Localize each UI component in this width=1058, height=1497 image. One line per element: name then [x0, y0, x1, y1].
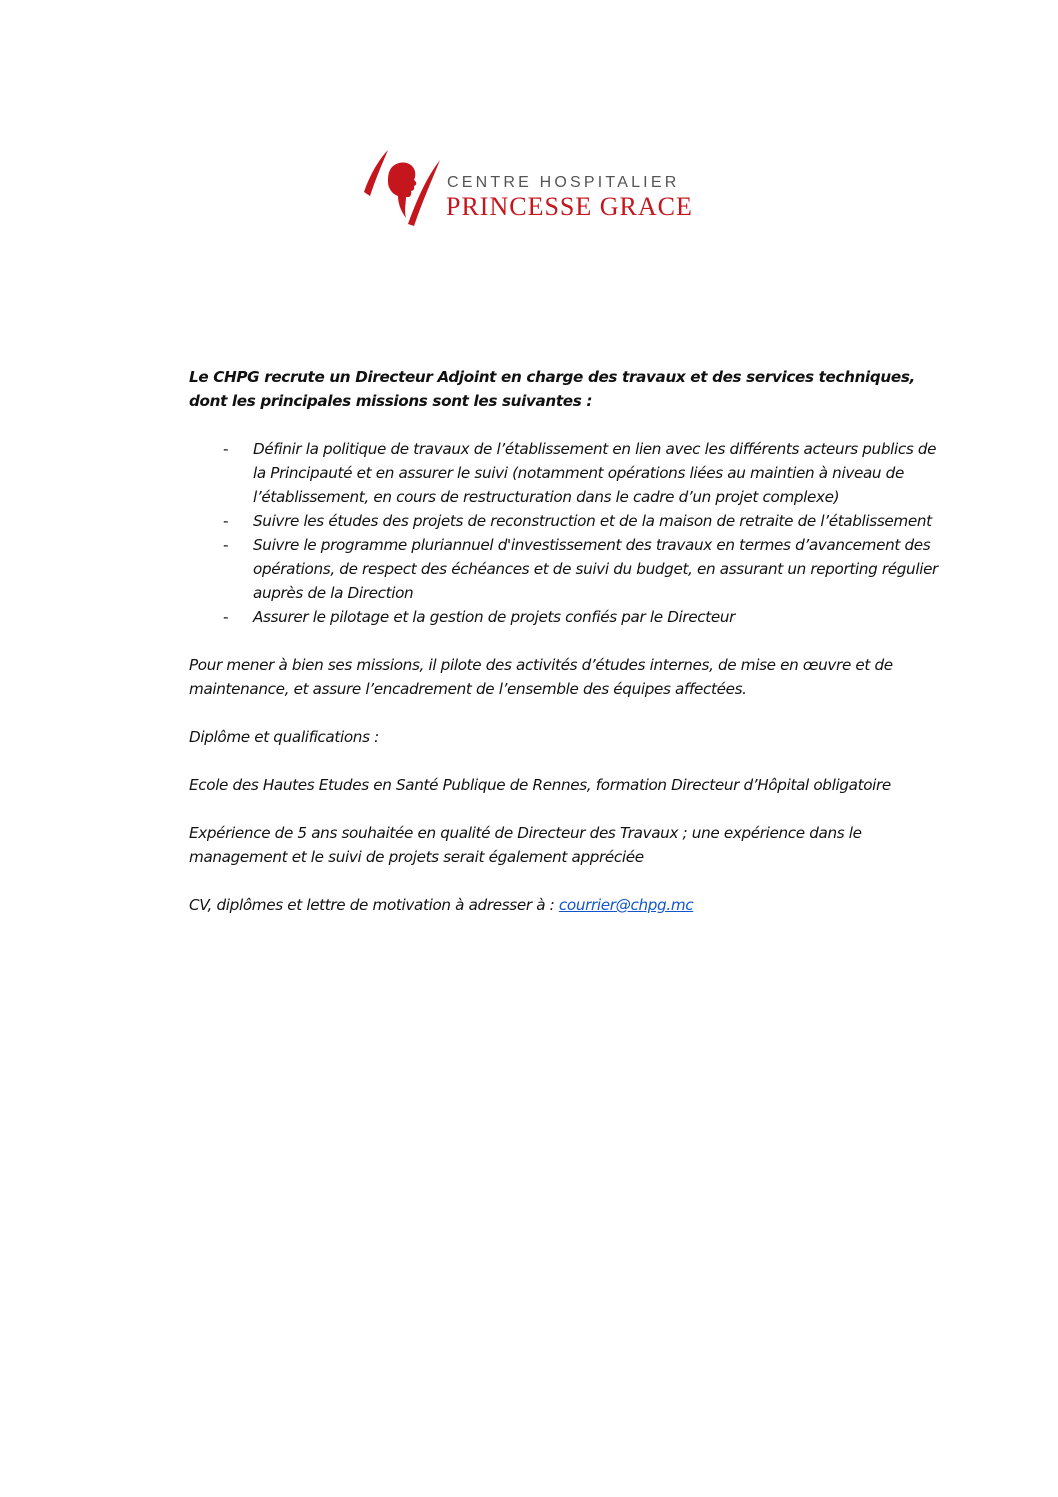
princess-profile-emblem-icon: [360, 148, 442, 226]
list-item: [189, 437, 949, 509]
logo-line-centre-hospitalier: CENTRE HOSPITALIER: [447, 174, 680, 191]
job-offer-body: [189, 365, 949, 917]
hospital-logo: [360, 148, 700, 228]
diploma-heading: Diplôme et qualifications :: [189, 728, 379, 746]
mission-text: Définir la politique de travaux de l’établissement en lien avec les différents acteurs publics de la Principauté et en assurer le suivi (notamment opérations liées au maintien à niveau de l’établissement, en cours de restructuration dans le cadre d’un projet complexe): [253, 440, 937, 506]
list-item: [189, 533, 949, 605]
email-link[interactable]: courrier@chpg.mc: [558, 896, 694, 914]
mission-text: Suivre le programme pluriannuel d'investissement des travaux en termes d’avancement des opérations, de respect des échéances et de suivi du budget, en assurant un reporting régulier auprès de la Direction: [253, 536, 938, 602]
list-item: [189, 605, 949, 629]
missions-list: [189, 437, 949, 629]
missions-summary-paragraph: Pour mener à bien ses missions, il pilote des activités d’études internes, de mise en œuvre et de maintenance, et assure l’encadrement de l’ensemble des équipes affectées.: [189, 656, 893, 698]
logo-line-princesse-grace: PRINCESSE GRACE: [446, 192, 693, 221]
list-dash: -: [223, 536, 229, 554]
mission-text: Suivre les études des projets de reconstruction et de la maison de retraite de l’établissement: [253, 512, 932, 530]
list-item: [189, 509, 949, 533]
diploma-paragraph: Ecole des Hautes Etudes en Santé Publique de Rennes, formation Directeur d’Hôpital obligatoire: [189, 776, 891, 794]
mission-text: Assurer le pilotage et la gestion de projets confiés par le Directeur: [253, 608, 736, 626]
list-dash: -: [223, 512, 229, 530]
list-dash: -: [223, 440, 229, 458]
cv-paragraph: [189, 893, 949, 917]
cv-instructions: CV, diplômes et lettre de motivation à adresser à :: [189, 896, 559, 914]
list-dash: -: [223, 608, 229, 626]
intro-paragraph: Le CHPG recrute un Directeur Adjoint en charge des travaux et des services techniques, dont les principales missions sont les suivantes :: [189, 368, 915, 410]
experience-paragraph: Expérience de 5 ans souhaitée en qualité de Directeur des Travaux ; une expérience dans le management et le suivi de projets serait également appréciée: [189, 824, 862, 866]
